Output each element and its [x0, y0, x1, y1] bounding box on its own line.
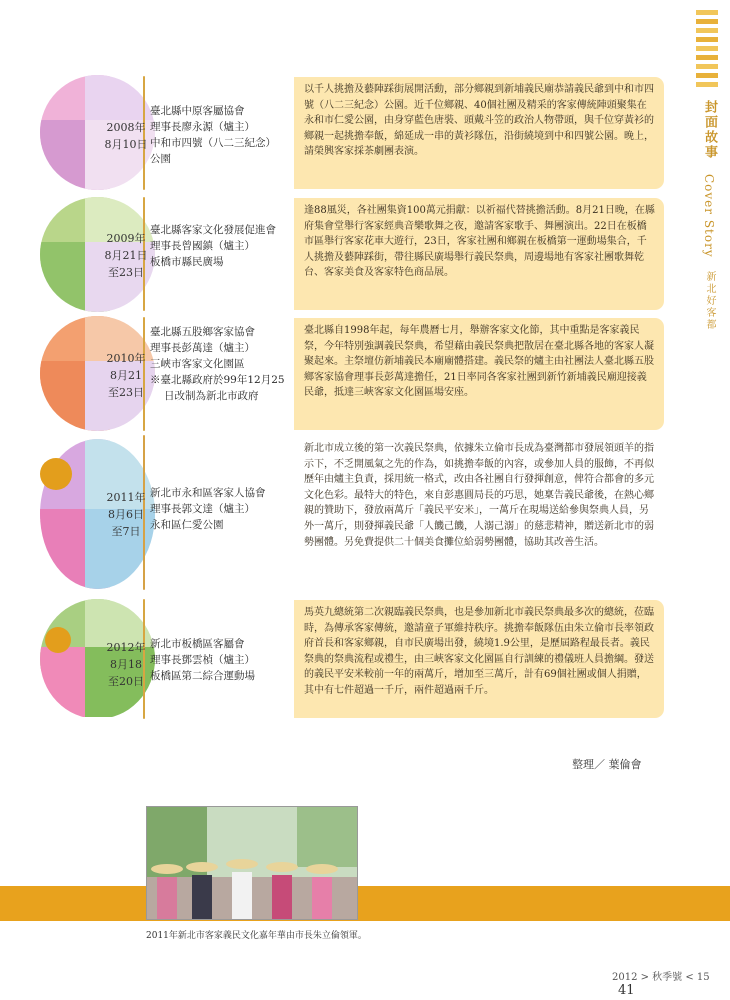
- decor-dot: [40, 458, 72, 490]
- entry-description: 逢88風災，各社團集資100萬元捐獻：以祈福代替挑擔活動。8月21日晚，在縣府集會堂舉行客家經典音樂歌舞之夜，邀請客家歌手、舞團演出。22日在板橋市區舉行客家花車大遊行，23日，客家社團和鄉親在板橋第一運動場集合，千人挑擔及藝陣踩街，帶往縣民廣場舉行義民祭典，周邊場地有客家社團歌舞乾台、客家美食及客家特色商品展。: [294, 198, 664, 310]
- photo-caption: 2011年新北市客家義民文化嘉年華由市長朱立倫領軍。: [146, 931, 367, 941]
- credit-line: 整理／ 葉倫會: [572, 758, 642, 771]
- parade-photo: [146, 806, 358, 920]
- cover-story-label: 封面故事: [702, 100, 717, 160]
- timeline-entry-2008: [40, 73, 665, 193]
- section-subtitle: 新北好客都: [704, 271, 715, 332]
- side-decor-stripes: [696, 10, 718, 91]
- timeline-entry-2011: [40, 433, 665, 593]
- entry-organizer: 臺北縣客家文化發展促進會 理事長曾國鎮（爐主） 板橋市縣民廣場: [150, 224, 276, 268]
- side-section-label: [697, 100, 719, 331]
- issue-label: 2012 > 秋季號 < 15: [612, 972, 710, 983]
- entry-date: 2012年 8月18 至20日: [106, 641, 146, 688]
- entry-date: 2009年 8月21日 至23日: [104, 232, 148, 279]
- timeline-entry-2012: [40, 593, 665, 718]
- entry-description: 以千人挑擔及藝陣踩街展開活動，部分鄉親到新埔義民廟恭請義民爺到中和市四號（八二三紀念）公園。近千位鄉親、40個社團及精采的客家傳統陣頭聚集在永和市仁愛公園，由身穿藍色唐裝、頭戴斗笠的政治人物帶頭，與千位穿黃衫的鄉親一起挑擔奉飯，綿延成一串的黃衫隊伍，沿街繞境到中和四號公園。晚上，請榮興客家採茶劇團表演。: [294, 77, 664, 189]
- entry-organizer: 新北市板橋區客屬會 理事長鄧雲楨（爐主） 板橋區第二綜合運動場: [150, 638, 255, 682]
- entry-organizer: 臺北縣中原客屬協會 理事長廖永源（爐主） 中和市四號（八二三紀念） 公園: [150, 105, 276, 165]
- entry-description: 馬英九總統第二次親臨義民祭典，也是參加新北市義民祭典最多次的總統，莅臨時，為傳承客家傳統，邀請童子軍維持秩序。挑擔奉飯隊伍由朱立倫市長率領政府首長和客家鄉親，自市民廣場出發，繞境1.9公里，是歷屆路程最長者。義民祭典的祭典流程或禮生，由三峽客家文化園區自行訓練的禮儀班人員擔綱。發送的義民平安米較前一年的兩萬斤，增加至三萬斤，計有69個社團或個人捐贈，其中有七件超過一千斤，兩件超過兩千斤。: [294, 600, 664, 718]
- entry-date: 2010年 8月21 至23日: [106, 352, 146, 399]
- entry-organizer: 新北市永和區客家人協會 理事長郭文達（爐主） 永和區仁愛公園: [150, 487, 266, 531]
- entry-date: 2008年 8月10日: [104, 121, 148, 151]
- entry-date: 2011年 8月6日 至7日: [106, 491, 146, 538]
- bottom-accent-band: [0, 886, 730, 921]
- decor-dot: [45, 627, 71, 653]
- entry-organizer: 臺北縣五股鄉客家協會 理事長彭萬達（爐主） 三峽市客家文化園區 ※臺北縣政府於99年12月25 日改制為新北市政府: [150, 326, 285, 402]
- cover-story-en-label: Cover Story: [702, 173, 716, 258]
- timeline-entry-2009: [40, 193, 665, 313]
- entry-description: 臺北縣自1998年起，每年農曆七月，舉辦客家文化節，其中重點是客家義民祭，今年特別強調義民祭典，希望藉由義民祭典把散居在臺北縣各地的客家人凝聚起來。主祭壇仿新埔義民本廟廟體搭建。義民祭的爐主由社團法人臺北縣五股鄉客家協會理事長彭萬達擔任，21日率同各客家社團到新竹新埔義民廟迎接義民爺，抵達三峽客家文化園區場安座。: [294, 318, 664, 430]
- page-footer: [612, 968, 730, 998]
- parade-photo-illustration: [147, 807, 357, 919]
- timeline-entry-2010: [40, 313, 665, 433]
- page-number: 41: [618, 983, 635, 998]
- entry-description: 新北市成立後的第一次義民祭典，依據朱立倫市長成為臺灣都市發展領頭羊的指示下，不乏開風氣之先的作為，如挑擔奉飯的內容，或參加人員的服飾，不再似歷年由爐主負責，採用統一格式，改由各社團自行發揮創意，俾符合都會的多元文化色彩。最特大的特色，來自彭惠圓局長的巧思，她稟告義民爺後，在熱心鄉親的贊助下，發放兩萬斤「義民平安米」，一萬斤在現場送給參與祭典人員，另外一萬斤，則發揮義民爺「人饑己饑，人溺己溺」的慈悲精神，贈送新北市的弱勢團體。另免費提供二十個美食攤位給弱勢團體，協助其改善生活。: [294, 436, 664, 589]
